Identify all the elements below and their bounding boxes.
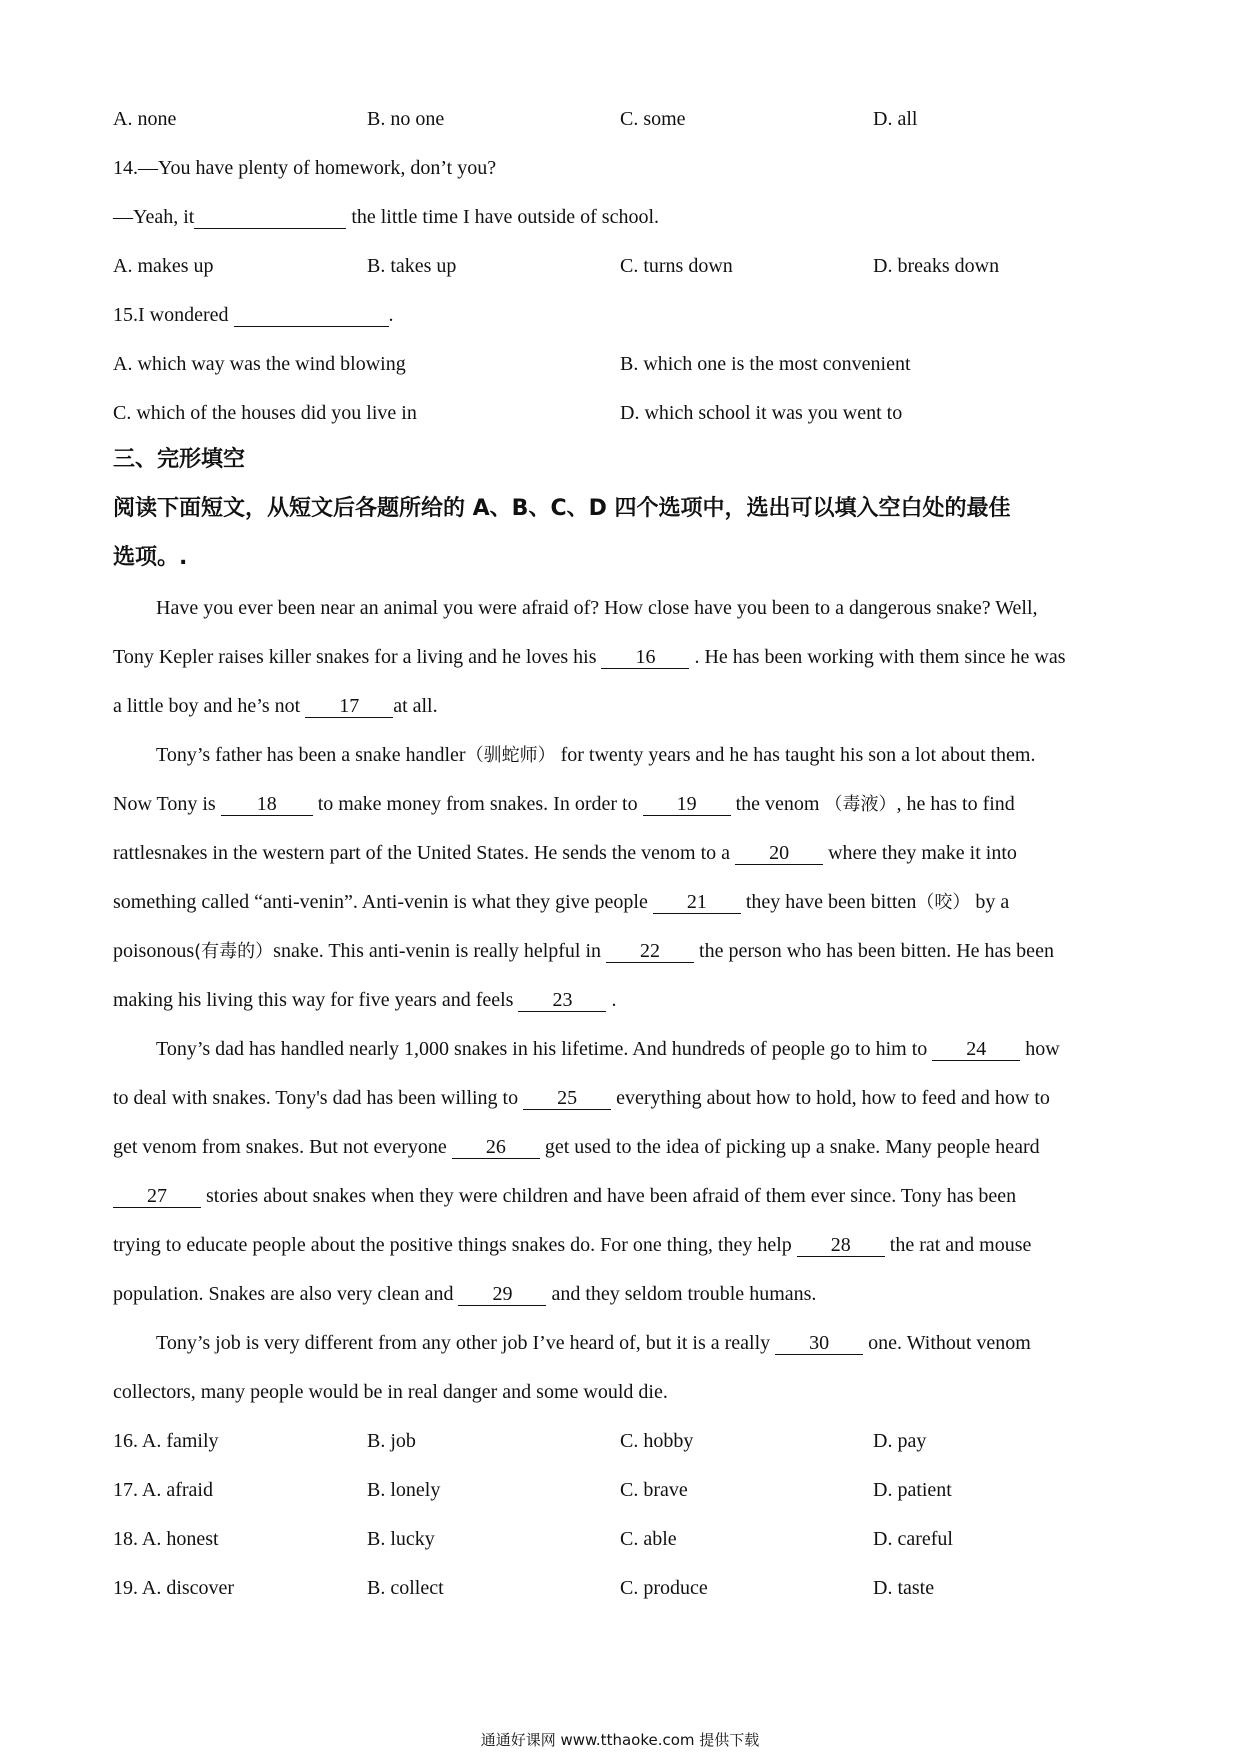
blank-20: 20: [735, 843, 823, 865]
q15-stem-text: 15.I wondered: [113, 304, 234, 326]
section-instruction-line2: 选项。.: [113, 545, 188, 570]
passage-text: one. Without venom: [863, 1332, 1031, 1354]
passage-text: something called “anti-venin”. Anti-venin is what they give people: [113, 891, 653, 913]
q16-option-a: 16. A. family: [113, 1430, 219, 1452]
passage-text: rattlesnakes in the western part of the United States. He sends the venom to a: [113, 842, 736, 864]
q18-option-a: 18. A. honest: [113, 1528, 219, 1550]
q16-option-b: B. job: [367, 1430, 416, 1452]
q17-option-b: B. lonely: [367, 1479, 441, 1501]
passage-text: Now Tony is: [113, 793, 221, 815]
blank-16: 16: [601, 647, 689, 669]
passage-text: population. Snakes are also very clean and: [113, 1283, 459, 1305]
passage-text: and they seldom trouble humans.: [546, 1283, 817, 1305]
q14-option-a: A. makes up: [113, 255, 214, 277]
q14-option-d: D. breaks down: [873, 255, 1000, 277]
passage-text: they have been bitten: [740, 891, 917, 913]
passage-text: making his living this way for five years and feels: [113, 989, 519, 1011]
passage-text: where they make it into: [823, 842, 1017, 864]
gloss-bite: （咬）: [916, 892, 971, 913]
q15-blank: [234, 305, 389, 327]
q13-option-d: D. all: [873, 108, 918, 130]
q15-option-b: B. which one is the most convenient: [620, 353, 911, 375]
passage-text: to make money from snakes. In order to: [312, 793, 643, 815]
passage-line: [113, 1088, 1050, 1110]
passage-text: everything about how to hold, how to feed and how to: [611, 1087, 1050, 1109]
blank-17: 17: [305, 696, 393, 718]
blank-24: 24: [932, 1039, 1020, 1061]
q14-reply-before: —Yeah, it: [113, 206, 195, 228]
passage-text: for twenty years and he has taught his son a lot about them.: [555, 744, 1036, 766]
q13-option-b: B. no one: [367, 108, 445, 130]
passage-line: [113, 647, 1066, 669]
passage-line: [113, 1284, 816, 1306]
q16-option-c: C. hobby: [620, 1430, 694, 1452]
q14-stem: 14.—You have plenty of homework, don’t you?: [113, 157, 497, 179]
blank-27: 27: [113, 1186, 201, 1208]
passage-text: snake. This anti-venin is really helpful in: [273, 940, 607, 962]
q15-stem: [113, 305, 394, 327]
passage-text: trying to educate people about the positive things snakes do. For one thing, they help: [113, 1234, 797, 1256]
passage-text: Tony’s dad has handled nearly 1,000 snakes in his lifetime. And hundreds of people go to him to: [156, 1038, 933, 1060]
passage-text: the person who has been bitten. He has been: [694, 940, 1054, 962]
gloss-snake-handler: （驯蛇师）: [465, 745, 556, 766]
passage-text: the rat and mouse: [884, 1234, 1032, 1256]
passage-text: Tony’s father has been a snake handler: [156, 744, 466, 766]
passage-line: [156, 1333, 1031, 1355]
q14-option-c: C. turns down: [620, 255, 733, 277]
passage-text: . He has been working with them since he was: [689, 646, 1066, 668]
passage-line: [113, 990, 616, 1012]
blank-21: 21: [653, 892, 741, 914]
q17-option-d: D. patient: [873, 1479, 952, 1501]
q14-reply-after: the little time I have outside of school.: [346, 206, 660, 228]
q19-option-a: 19. A. discover: [113, 1577, 235, 1599]
q15-stem-end: .: [388, 304, 394, 326]
q19-option-c: C. produce: [620, 1577, 708, 1599]
passage-line: [113, 1137, 1040, 1159]
gloss-venom: （毒液）: [824, 794, 897, 815]
passage-text: stories about snakes when they were children and have been afraid of them ever since. Tony has been: [201, 1185, 1017, 1207]
section-instruction-line1: 阅读下面短文，从短文后各题所给的 A、B、C、D 四个选项中，选出可以填入空白处的最佳: [113, 496, 1011, 521]
passage-line: [156, 1039, 1060, 1061]
section-title: 三、完形填空: [113, 447, 246, 472]
q13-option-a: A. none: [113, 108, 177, 130]
q15-option-c: C. which of the houses did you live in: [113, 402, 417, 424]
passage-line: [113, 843, 1017, 865]
q16-option-d: D. pay: [873, 1430, 927, 1452]
q15-option-a: A. which way was the wind blowing: [113, 353, 406, 375]
blank-19: 19: [643, 794, 731, 816]
blank-30: 30: [775, 1333, 863, 1355]
passage-text: poisonous: [113, 940, 195, 962]
passage-text: get venom from snakes. But not everyone: [113, 1136, 452, 1158]
passage-line: [113, 794, 1015, 816]
q18-option-d: D. careful: [873, 1528, 953, 1550]
passage-text: a little boy and he’s not: [113, 695, 306, 717]
passage-text: how: [1020, 1038, 1060, 1060]
blank-18: 18: [221, 794, 313, 816]
passage-line: [113, 1235, 1031, 1257]
q13-option-c: C. some: [620, 108, 686, 130]
passage-line: collectors, many people would be in real danger and some would die.: [113, 1381, 668, 1403]
passage-line: [113, 1186, 1016, 1208]
q14-blank: [194, 207, 346, 229]
passage-text: get used to the idea of picking up a snake. Many people heard: [539, 1136, 1040, 1158]
blank-23: 23: [518, 990, 606, 1012]
passage-text: Tony’s job is very different from any other job I’ve heard of, but it is a really: [156, 1332, 776, 1354]
q19-option-b: B. collect: [367, 1577, 444, 1599]
gloss-poisonous: (有毒的）: [194, 941, 274, 962]
blank-29: 29: [458, 1284, 546, 1306]
blank-26: 26: [452, 1137, 540, 1159]
passage-text: to deal with snakes. Tony's dad has been willing to: [113, 1087, 524, 1109]
passage-text: at all.: [393, 695, 438, 717]
q19-option-d: D. taste: [873, 1577, 935, 1599]
blank-28: 28: [797, 1235, 885, 1257]
q17-option-a: 17. A. afraid: [113, 1479, 213, 1501]
q18-option-b: B. lucky: [367, 1528, 435, 1550]
passage-line: [156, 745, 1036, 765]
passage-text: Tony Kepler raises killer snakes for a living and he loves his: [113, 646, 602, 668]
q14-option-b: B. takes up: [367, 255, 457, 277]
q17-option-c: C. brave: [620, 1479, 688, 1501]
passage-line: Have you ever been near an animal you were afraid of? How close have you been to a dangerous snake? Well,: [156, 597, 1038, 619]
page-footer: 通通好课网 www.tthaoke.com 提供下载: [480, 1731, 760, 1749]
q18-option-c: C. able: [620, 1528, 677, 1550]
blank-22: 22: [606, 941, 694, 963]
passage-text: , he has to find: [896, 793, 1015, 815]
passage-line: [113, 696, 438, 718]
q15-option-d: D. which school it was you went to: [620, 402, 903, 424]
blank-25: 25: [523, 1088, 611, 1110]
passage-line: [113, 941, 1054, 963]
passage-text: .: [606, 989, 617, 1011]
passage-text: the venom: [730, 793, 825, 815]
passage-text: by a: [970, 891, 1010, 913]
q14-reply: [113, 207, 659, 229]
passage-line: [113, 892, 1009, 914]
